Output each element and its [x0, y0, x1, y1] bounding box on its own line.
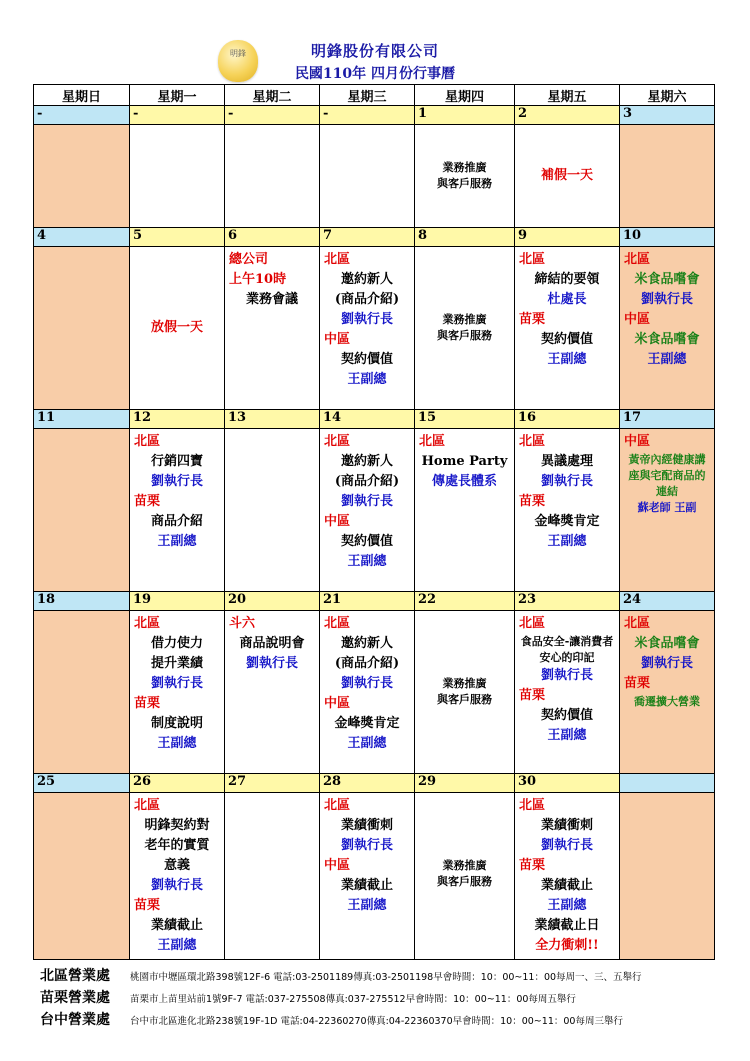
date-number: 16: [515, 410, 620, 429]
event-topic: 商品說明會: [239, 636, 305, 651]
date-number: 18: [34, 592, 130, 611]
event-topic: 邀約新人: [340, 454, 393, 469]
day-events: [130, 429, 224, 555]
event-speaker: 王副總: [157, 736, 197, 751]
date-number: 23: [515, 592, 620, 611]
event-topic: 業績截止: [150, 918, 203, 933]
event-topic: (商品介紹): [334, 474, 400, 489]
week-events-row: [34, 125, 715, 228]
event-speaker: 王副總: [647, 352, 687, 367]
day-events: [415, 429, 514, 495]
day-cell[interactable]: [320, 793, 415, 960]
day-cell[interactable]: [620, 125, 715, 228]
date-number: 3: [620, 106, 715, 125]
event-topic: Home Party: [421, 454, 508, 469]
day-cell[interactable]: [415, 429, 515, 592]
day-events: [415, 611, 514, 773]
day-cell[interactable]: [34, 611, 130, 774]
event-region-label: 苗栗: [519, 312, 546, 327]
event-topic: 契約價值: [540, 708, 593, 723]
event-region-label: 中區: [324, 696, 351, 711]
date-number: 5: [130, 228, 225, 247]
event-speaker: 杜處長: [547, 292, 587, 307]
event-topic: 業績衝刺: [540, 818, 593, 833]
day-events: [320, 125, 414, 131]
event-topic: 與客戶服務: [437, 329, 492, 342]
event-speaker: 劉執行長: [540, 668, 593, 683]
event-region-label: 北區: [519, 252, 546, 267]
day-events: [225, 793, 319, 799]
event-speaker: 王副總: [347, 372, 387, 387]
weekday-header: 星期三: [320, 85, 415, 106]
date-number: -: [225, 106, 320, 125]
event-region-label: 中區: [324, 332, 351, 347]
day-cell[interactable]: [225, 247, 320, 410]
event-region-label: 苗栗: [519, 688, 546, 703]
day-events: [130, 247, 224, 409]
office-row: [40, 965, 730, 987]
day-cell[interactable]: [34, 125, 130, 228]
event-region-label: 北區: [519, 434, 546, 449]
calendar-table: [33, 84, 715, 960]
day-events: [620, 611, 714, 713]
event-speaker: 劉執行長: [150, 676, 203, 691]
event-topic: 金峰獎肯定: [534, 514, 600, 529]
week-events-row: [34, 793, 715, 960]
week-events-row: [34, 429, 715, 592]
date-number-row: [34, 106, 715, 125]
date-number: 10: [620, 228, 715, 247]
event-region-label: 北區: [419, 434, 446, 449]
event-region-label: 中區: [624, 434, 651, 449]
event-speaker: 劉執行長: [640, 292, 693, 307]
date-number: 15: [415, 410, 515, 429]
day-events: [34, 247, 129, 253]
day-events: [320, 247, 414, 393]
event-topic: 米食品嚐會: [634, 636, 700, 651]
day-events: [620, 793, 714, 799]
day-events: [415, 247, 514, 409]
day-events: [130, 793, 224, 959]
event-region-label: 北區: [134, 616, 161, 631]
day-events: [34, 429, 129, 435]
date-number-row: [34, 774, 715, 793]
event-topic: 喬遷擴大營業: [634, 695, 700, 708]
day-events: [225, 611, 319, 677]
date-number: 25: [34, 774, 130, 793]
event-speaker: 王副總: [157, 938, 197, 953]
event-topic: 黃帝內經健康講座與宅配商品的連結: [628, 453, 706, 498]
event-region-label: 放假一天: [150, 320, 203, 335]
week-events-row: [34, 611, 715, 774]
date-number: -: [130, 106, 225, 125]
weekday-header: 星期一: [130, 85, 225, 106]
event-topic: 金峰獎肯定: [334, 716, 400, 731]
event-speaker: 劉執行長: [150, 474, 203, 489]
date-number: 12: [130, 410, 225, 429]
event-speaker: 王副總: [547, 728, 587, 743]
event-region-label: 北區: [324, 252, 351, 267]
event-speaker: 王副總: [547, 898, 587, 913]
day-events: [34, 125, 129, 131]
event-region-label: 北區: [324, 434, 351, 449]
event-topic: 制度說明: [150, 716, 203, 731]
event-topic: 米食品嚐會: [634, 332, 700, 347]
event-region-label: 北區: [624, 252, 651, 267]
day-events: [34, 611, 129, 617]
event-speaker: 劉執行長: [640, 656, 693, 671]
event-speaker: 劉執行長: [540, 474, 593, 489]
date-number: -: [320, 106, 415, 125]
logo-text: 明鋒: [230, 49, 246, 58]
event-speaker: 劉執行長: [340, 676, 393, 691]
event-topic: 業務推廣: [442, 161, 487, 174]
date-number: -: [34, 106, 130, 125]
event-region-label: 苗栗: [624, 676, 651, 691]
week-events-row: [34, 247, 715, 410]
event-topic: 契約價值: [540, 332, 593, 347]
event-region-label: 中區: [324, 858, 351, 873]
event-topic: 與客戶服務: [437, 875, 492, 888]
date-number: 11: [34, 410, 130, 429]
event-region-label: 北區: [324, 616, 351, 631]
day-cell[interactable]: [515, 611, 620, 774]
day-cell[interactable]: [620, 793, 715, 960]
weekday-header: 星期日: [34, 85, 130, 106]
event-topic: (商品介紹): [334, 292, 400, 307]
weekday-header-row: [34, 85, 715, 106]
day-events: [320, 611, 414, 757]
event-speaker: 劉執行長: [340, 312, 393, 327]
day-events: [320, 793, 414, 919]
day-cell[interactable]: [320, 125, 415, 228]
event-topic: 業績截止: [340, 878, 393, 893]
date-number: 21: [320, 592, 415, 611]
date-number: 4: [34, 228, 130, 247]
event-region-label: 苗栗: [134, 898, 161, 913]
day-events: [225, 429, 319, 435]
date-number: 13: [225, 410, 320, 429]
event-topic: 商品介紹: [150, 514, 203, 529]
office-row: [40, 987, 730, 1009]
event-region-label: 中區: [324, 514, 351, 529]
event-region-label: 苗栗: [134, 494, 161, 509]
event-region-label: 苗栗: [519, 858, 546, 873]
date-number: 2: [515, 106, 620, 125]
day-cell[interactable]: [620, 611, 715, 774]
day-cell[interactable]: [225, 125, 320, 228]
weekday-header: 星期六: [620, 85, 715, 106]
day-cell[interactable]: [415, 793, 515, 960]
day-events: [515, 125, 619, 227]
day-events: [225, 125, 319, 131]
day-events: [320, 429, 414, 575]
event-topic: 業務推廣: [442, 677, 487, 690]
event-topic: 與客戶服務: [437, 693, 492, 706]
event-region-label: 補假一天: [540, 168, 593, 183]
company-name: 明鋒股份有限公司: [310, 42, 439, 60]
day-cell[interactable]: [225, 429, 320, 592]
event-speaker: 王副總: [347, 898, 387, 913]
event-region-label: 全力衝刺!!: [535, 938, 599, 953]
date-number: 8: [415, 228, 515, 247]
office-info: 苗栗市上苗里站前1號9F-7 電話:037-275508傳真:037-275512早會時間：10：00~11：00每周五舉行: [130, 994, 576, 1005]
date-number: 29: [415, 774, 515, 793]
day-cell[interactable]: [34, 429, 130, 592]
office-name: 台中營業處: [40, 1012, 110, 1028]
event-topic: 明鋒契約對: [144, 818, 210, 833]
event-topic: 行銷四寶: [150, 454, 203, 469]
office-info: 台中市北區進化北路238號19F-1D 電話:04-22360270傳真:04-22360370早會時間：10：00~11：00每周三舉行: [130, 1016, 623, 1027]
event-region-label: 上午10時: [229, 272, 287, 287]
event-topic: 業績截止日: [534, 918, 600, 933]
office-info: 桃園市中壢區環北路398號12F-6 電話:03-2501189傳真:03-2501198早會時間：10：00~11：00每周一、三、五舉行: [130, 972, 642, 983]
event-region-label: 北區: [519, 616, 546, 631]
day-cell[interactable]: [225, 793, 320, 960]
event-topic: 食品安全-讓消費者安心的印記: [520, 635, 614, 664]
event-topic: 老年的實質: [144, 838, 210, 853]
day-events: [515, 247, 619, 373]
day-cell[interactable]: [130, 247, 225, 410]
office-name: 苗栗營業處: [40, 990, 110, 1006]
date-number-row: [34, 592, 715, 611]
date-number: [620, 774, 715, 793]
event-region-label: 苗栗: [519, 494, 546, 509]
event-speaker: 劉執行長: [150, 878, 203, 893]
event-speaker: 劉執行長: [245, 656, 298, 671]
day-events: [515, 611, 619, 749]
event-region-label: 中區: [624, 312, 651, 327]
event-region-label: 北區: [624, 616, 651, 631]
office-footer: [40, 965, 730, 1031]
day-cell[interactable]: [415, 247, 515, 410]
day-cell[interactable]: [320, 611, 415, 774]
date-number-row: [34, 228, 715, 247]
day-cell[interactable]: [34, 247, 130, 410]
weekday-header: 星期五: [515, 85, 620, 106]
date-number: 27: [225, 774, 320, 793]
day-events: [225, 247, 319, 313]
event-speaker: 劉執行長: [340, 838, 393, 853]
event-topic: 締結的要領: [534, 272, 600, 287]
date-number: 30: [515, 774, 620, 793]
date-number: 7: [320, 228, 415, 247]
date-number: 26: [130, 774, 225, 793]
day-cell[interactable]: [515, 247, 620, 410]
day-cell[interactable]: [225, 611, 320, 774]
event-topic: 邀約新人: [340, 636, 393, 651]
event-speaker: 劉執行長: [340, 494, 393, 509]
event-speaker: 王副總: [547, 352, 587, 367]
date-number: 14: [320, 410, 415, 429]
event-topic: 契約價值: [340, 534, 393, 549]
page-header: [0, 36, 750, 86]
event-speaker: 王副總: [157, 534, 197, 549]
day-events: [620, 125, 714, 131]
day-cell[interactable]: [620, 429, 715, 592]
event-speaker: 傳處長體系: [431, 474, 497, 489]
event-speaker: 蘇老師 王副: [637, 501, 697, 514]
date-number: 20: [225, 592, 320, 611]
event-region-label: 苗栗: [134, 696, 161, 711]
office-name: 北區營業處: [40, 968, 110, 984]
weekday-header: 星期四: [415, 85, 515, 106]
event-region-label: 北區: [324, 798, 351, 813]
day-events: [130, 125, 224, 131]
date-number: 6: [225, 228, 320, 247]
event-topic: 業務推廣: [442, 859, 487, 872]
day-cell[interactable]: [34, 793, 130, 960]
event-topic: 異議處理: [540, 454, 593, 469]
event-topic: 米食品嚐會: [634, 272, 700, 287]
event-topic: 與客戶服務: [437, 177, 492, 190]
event-topic: 契約價值: [340, 352, 393, 367]
day-events: [620, 247, 714, 373]
event-topic: 提升業績: [150, 656, 203, 671]
event-speaker: 王副總: [347, 736, 387, 751]
day-cell[interactable]: [620, 247, 715, 410]
day-events: [130, 611, 224, 757]
event-speaker: 王副總: [347, 554, 387, 569]
event-topic: (商品介紹): [334, 656, 400, 671]
event-region-label: 總公司: [229, 252, 269, 267]
date-number: 24: [620, 592, 715, 611]
day-events: [34, 793, 129, 799]
event-topic: 借力使力: [150, 636, 203, 651]
date-number: 22: [415, 592, 515, 611]
day-cell[interactable]: [320, 429, 415, 592]
event-topic: 意義: [163, 858, 190, 873]
event-region-label: 北區: [134, 434, 161, 449]
day-cell[interactable]: [415, 611, 515, 774]
day-cell[interactable]: [130, 429, 225, 592]
day-cell[interactable]: [320, 247, 415, 410]
event-region-label: 斗六: [229, 616, 256, 631]
event-topic: 業績衝刺: [340, 818, 393, 833]
day-events: [620, 429, 714, 519]
event-topic: 邀約新人: [340, 272, 393, 287]
day-cell[interactable]: [130, 125, 225, 228]
date-number-row: [34, 410, 715, 429]
event-topic: 業績截止: [540, 878, 593, 893]
weekday-header: 星期二: [225, 85, 320, 106]
date-number: 28: [320, 774, 415, 793]
date-number: 1: [415, 106, 515, 125]
day-cell[interactable]: [515, 125, 620, 228]
event-region-label: 北區: [519, 798, 546, 813]
event-speaker: 劉執行長: [540, 838, 593, 853]
calendar-title: 民國110年 四月份行事曆: [294, 66, 456, 82]
day-events: [415, 793, 514, 955]
day-events: [515, 793, 619, 959]
date-number: 19: [130, 592, 225, 611]
day-events: [515, 429, 619, 555]
event-speaker: 王副總: [547, 534, 587, 549]
day-cell[interactable]: [130, 611, 225, 774]
day-cell[interactable]: [415, 125, 515, 228]
event-region-label: 北區: [134, 798, 161, 813]
event-topic: 業務會議: [245, 292, 298, 307]
date-number: 17: [620, 410, 715, 429]
event-topic: 業務推廣: [442, 313, 487, 326]
office-row: [40, 1009, 730, 1031]
day-cell[interactable]: [130, 793, 225, 960]
date-number: 9: [515, 228, 620, 247]
day-cell[interactable]: [515, 793, 620, 960]
day-cell[interactable]: [515, 429, 620, 592]
day-events: [415, 125, 514, 227]
